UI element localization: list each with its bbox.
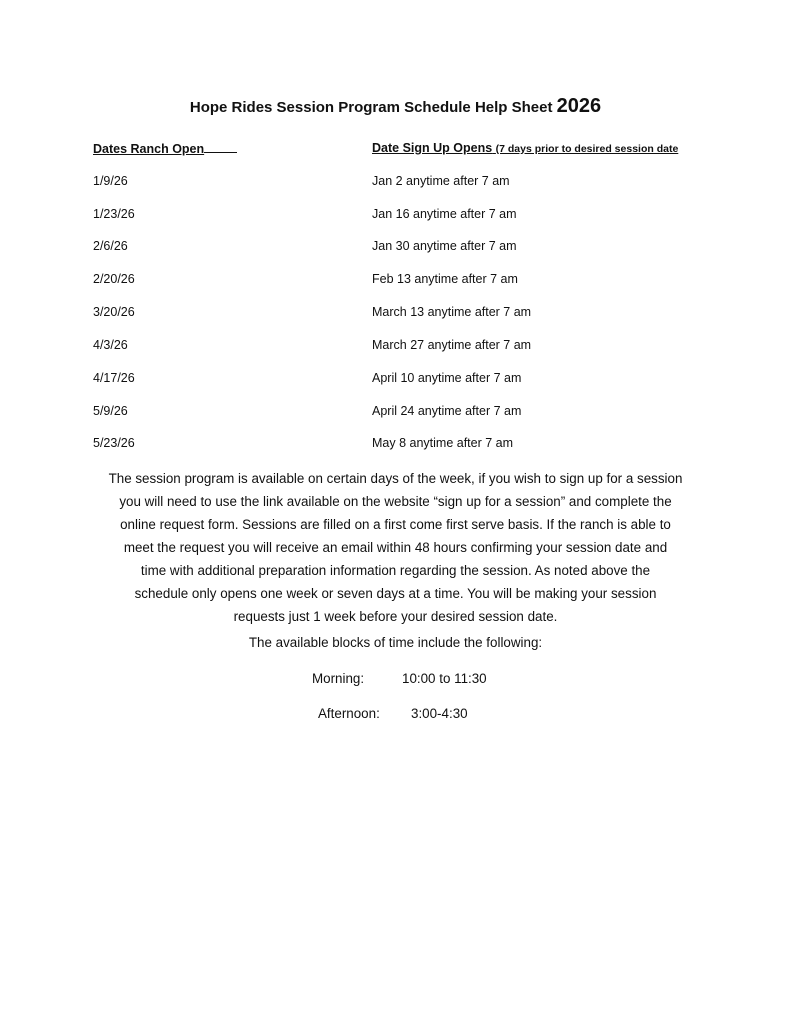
sign-up-opens: April 10 anytime after 7 am	[372, 371, 522, 385]
ranch-open-date: 2/20/26	[93, 272, 135, 286]
column-header-right-label: Date Sign Up Opens	[372, 141, 493, 155]
column-header-date-sign-up-opens	[372, 140, 678, 157]
ranch-open-date: 5/23/26	[93, 436, 135, 450]
availability-intro: The available blocks of time include the following:	[248, 635, 543, 650]
sign-up-opens: May 8 anytime after 7 am	[372, 436, 514, 450]
column-header-dates-ranch-open	[93, 140, 237, 157]
paragraph-line: requests just 1 week before your desired session date.	[233, 609, 558, 624]
ranch-open-date: 2/6/26	[93, 239, 128, 253]
title-text: Hope Rides Session Program Schedule Help Sheet	[189, 99, 553, 116]
column-header-right-note: (7 days prior to desired session date	[495, 143, 679, 155]
sign-up-opens: March 27 anytime after 7 am	[372, 338, 532, 352]
afternoon-time: 3:00-4:30	[411, 706, 468, 721]
ranch-open-date: 5/9/26	[93, 404, 128, 418]
header-underline-pad	[204, 140, 237, 153]
sign-up-opens: Feb 13 anytime after 7 am	[372, 272, 518, 286]
sign-up-opens: Jan 16 anytime after 7 am	[372, 207, 517, 221]
paragraph-line: you will need to use the link available on the website “sign up for a session” and complete the	[119, 494, 672, 509]
paragraph-line: meet the request you will receive an email within 48 hours confirming your session date and	[123, 540, 668, 555]
page-title	[0, 94, 791, 120]
paragraph-line: online request form. Sessions are filled on a first come first serve basis. If the ranch is able to	[120, 517, 671, 532]
ranch-open-date: 3/20/26	[93, 305, 135, 319]
paragraph-line: time with additional preparation information regarding the session. As noted above the	[140, 563, 651, 578]
paragraph-line: schedule only opens one week or seven days at a time. You will be making your session	[134, 586, 657, 601]
instructions-paragraph	[80, 467, 711, 628]
ranch-open-date: 4/3/26	[93, 338, 128, 352]
ranch-open-date: 4/17/26	[93, 371, 135, 385]
column-header-left-label: Dates Ranch Open	[93, 142, 205, 156]
sign-up-opens: March 13 anytime after 7 am	[372, 305, 532, 319]
paragraph-line: The session program is available on certain days of the week, if you wish to sign up for a session	[108, 471, 683, 486]
sign-up-opens: Jan 30 anytime after 7 am	[372, 239, 517, 253]
title-year: 2026	[556, 95, 602, 117]
ranch-open-date: 1/23/26	[93, 207, 135, 221]
sign-up-opens: Jan 2 anytime after 7 am	[372, 174, 510, 188]
afternoon-label: Afternoon:	[318, 706, 380, 721]
morning-label: Morning:	[312, 671, 365, 686]
sign-up-opens: April 24 anytime after 7 am	[372, 404, 522, 418]
morning-time: 10:00 to 11:30	[402, 671, 487, 686]
ranch-open-date: 1/9/26	[93, 174, 128, 188]
